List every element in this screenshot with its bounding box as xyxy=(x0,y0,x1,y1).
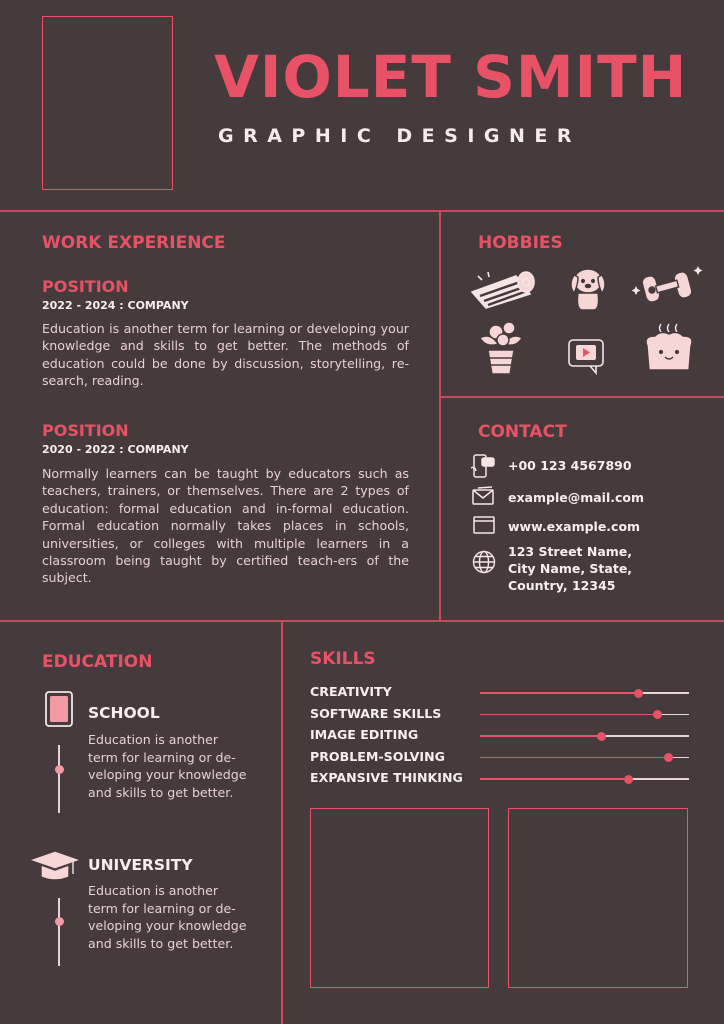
skill-level-handle xyxy=(597,732,606,741)
resume-name: VIOLET SMITH xyxy=(214,43,688,111)
hobbies-heading: HOBBIES xyxy=(478,233,563,253)
address-line-3: Country, 12345 xyxy=(508,578,616,593)
contact-heading: CONTACT xyxy=(478,422,567,442)
skill-label: IMAGE EDITING xyxy=(310,727,419,743)
skill-level-handle xyxy=(634,689,643,698)
position-description-1: Education is another term for learning or developing your knowledge and skills to get better. The methods of education could be done by discussion, storytelling, re-search, reading. xyxy=(42,321,409,389)
video-icon xyxy=(568,339,606,379)
skills-heading: SKILLS xyxy=(310,649,376,669)
header-divider xyxy=(0,210,724,212)
address-line-1: 123 Street Name, xyxy=(508,544,633,559)
dog-icon xyxy=(566,263,610,317)
skill-label: PROBLEM-SOLVING xyxy=(310,748,445,764)
university-timeline-dot xyxy=(55,917,64,926)
school-timeline-line xyxy=(58,745,60,813)
skill-bar-fill xyxy=(480,692,639,694)
hobbies-contact-divider xyxy=(439,396,724,398)
skill-level-handle xyxy=(653,710,662,719)
resume-role: GRAPHIC DESIGNER xyxy=(218,125,581,147)
position-dates-1: 2022 - 2024 : COMPANY xyxy=(42,299,189,312)
skill-bar-fill xyxy=(480,735,601,737)
phone-icon xyxy=(470,454,496,482)
position-description-2: Normally learners can be taught by educators such as teachers, trainers, or themselves. There are 2 types of education: formal education and in-formal education. Formal education normally takes places in schools, universities, or colleges with multiple learners in a classroom being taught by certified teach-ers of the subject. xyxy=(42,466,409,586)
university-description: Education is another term for learning or de-veloping your knowledge and skills to get better. xyxy=(88,883,247,951)
position-title-2: POSITION xyxy=(42,421,129,440)
flower-pot-icon xyxy=(476,318,526,382)
university-timeline-line xyxy=(58,898,60,966)
school-title: SCHOOL xyxy=(88,704,160,722)
contact-website[interactable]: www.example.com xyxy=(508,519,641,534)
skill-level-handle xyxy=(664,753,673,762)
contact-address xyxy=(508,543,632,594)
school-description: Education is another term for learning or de-veloping your knowledge and skills to get better. xyxy=(88,732,247,800)
contact-email[interactable]: example@mail.com xyxy=(508,490,645,505)
email-icon xyxy=(472,486,496,512)
globe-icon xyxy=(472,550,496,578)
tablet-icon xyxy=(44,690,74,732)
portfolio-frame-1 xyxy=(310,808,489,988)
skill-bar-track xyxy=(639,692,689,694)
graduation-cap-icon xyxy=(27,850,83,886)
school-timeline-dot xyxy=(55,765,64,774)
position-title-1: POSITION xyxy=(42,277,129,296)
dumbbell-icon xyxy=(632,264,706,316)
university-title: UNIVERSITY xyxy=(88,856,193,874)
skill-bar-track xyxy=(628,778,689,780)
skill-label: EXPANSIVE THINKING xyxy=(310,770,463,786)
skill-bar-fill xyxy=(480,714,658,716)
address-line-2: City Name, State, xyxy=(508,561,633,576)
work-experience-heading: WORK EXPERIENCE xyxy=(42,233,226,253)
skill-bar-fill xyxy=(480,778,628,780)
bread-icon xyxy=(641,322,697,378)
skill-level-handle xyxy=(624,775,633,784)
skill-bar-fill xyxy=(480,757,668,759)
yoga-mat-icon xyxy=(468,268,538,314)
browser-icon xyxy=(473,516,495,538)
lower-divider xyxy=(0,620,724,622)
bottom-vertical-divider xyxy=(281,620,283,1024)
contact-phone[interactable]: +00 123 4567890 xyxy=(508,458,632,473)
skill-label: SOFTWARE SKILLS xyxy=(310,705,442,721)
middle-vertical-divider xyxy=(439,210,441,620)
portfolio-frame-2 xyxy=(508,808,688,988)
education-heading: EDUCATION xyxy=(42,652,153,672)
skill-bar-track xyxy=(601,735,689,737)
skill-bar-track xyxy=(658,714,689,716)
profile-photo-frame xyxy=(42,16,173,190)
skill-label: CREATIVITY xyxy=(310,684,392,699)
position-dates-2: 2020 - 2022 : COMPANY xyxy=(42,443,189,456)
